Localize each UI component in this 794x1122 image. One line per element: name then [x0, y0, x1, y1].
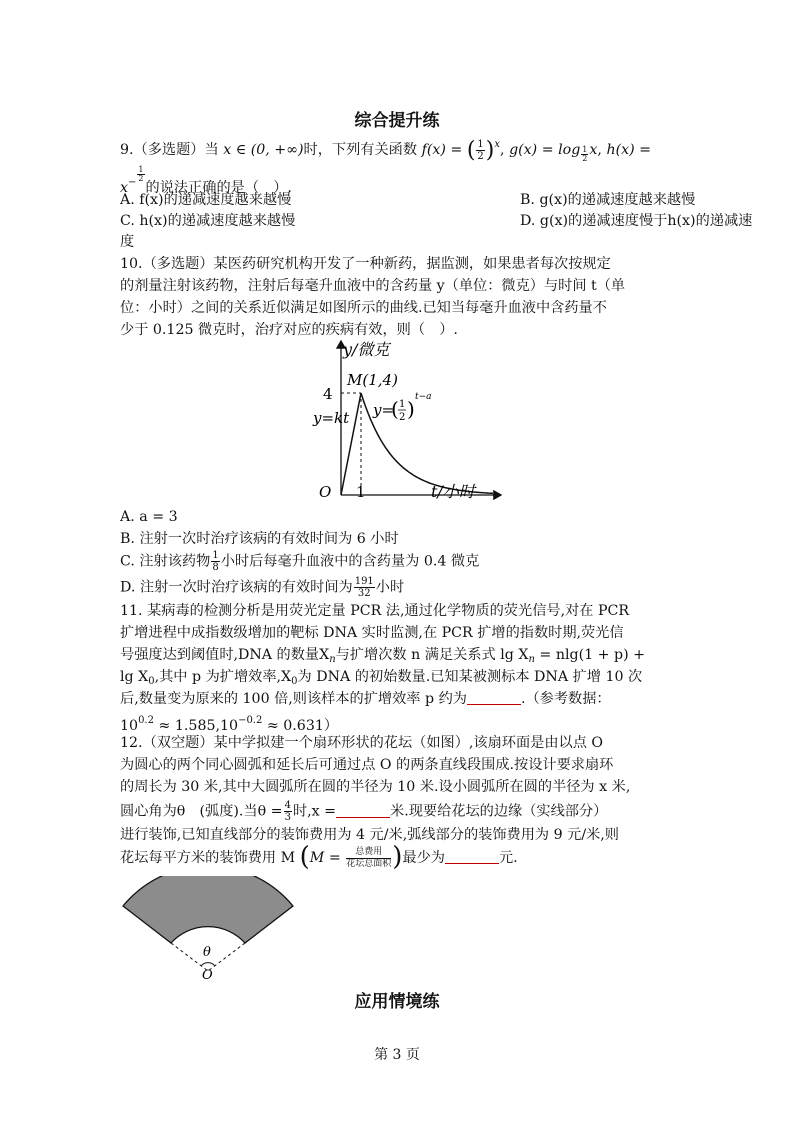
- right-radius-extension: [208, 943, 245, 971]
- q10-line-1: 10.（多选题）某医药研究机构开发了一种新药，据监测，如果患者每次按规定: [120, 256, 611, 272]
- curve-exponent: t−a: [415, 392, 432, 402]
- page-number: 第 3 页: [374, 1047, 420, 1063]
- q10-option-c[interactable]: C. 注射该药物 $\frac{1}{8}$ 小时后每毫升血液中的含药量为 0.4 微克: [120, 550, 480, 573]
- q9-option-b[interactable]: B. g(x)的递减速度越来越慢: [520, 192, 696, 208]
- q12-line-1: 12.（双空题）某中学拟建一个扇环形状的花坛（如图）,该扇环面是由以点 O: [120, 735, 604, 751]
- q10-option-b[interactable]: B. 注射一次时治疗该病的有效时间为 6 小时: [120, 531, 399, 547]
- origin-label: O: [319, 483, 332, 501]
- q10-line-4: 少于 0.125 微克时，治疗对应的疾病有效，则（ ）.: [120, 322, 458, 338]
- q12-sector-diagram: [118, 876, 298, 980]
- curve-frac-num: 1: [399, 399, 406, 410]
- curve-label: y=: [373, 401, 395, 419]
- tick-x-label: 1: [356, 483, 366, 501]
- linear-label: y=kt: [313, 409, 350, 427]
- q11-line-1: 11. 某病毒的检测分析是用荧光定量 PCR 法,通过化学物质的荧光信号,对在 PCR: [120, 603, 630, 619]
- q9-options-row-1: [120, 189, 696, 211]
- q9-line-2: $x^{- \frac{1}{2}}$ 的说法正确的是（ ）.: [120, 165, 292, 196]
- q12-line-2: 为圆心的两个同心圆弧和延长后可通过点 O 的两条直线段围成.按设计要求扇环: [120, 757, 614, 773]
- x-axis-label: t/小时: [431, 482, 475, 501]
- curve-frac-den: 2: [399, 412, 406, 423]
- q11-line-6: $10^{0.2} \approx 1.585,10^{-0.2} \approx 0.631$）: [120, 715, 339, 734]
- q12-line-6: 花坛每平方米的装饰费用 M (M = $\frac{\text{总费用}}{\text{花坛总面积}}$ )最少为 元.: [120, 842, 518, 872]
- y-axis-label: y/微克: [343, 340, 390, 359]
- q11-answer-blank[interactable]: [467, 690, 521, 705]
- point-label: M(1,4): [347, 371, 398, 389]
- center-o-label: O: [202, 968, 213, 980]
- q10-option-a[interactable]: A. a = 3: [120, 509, 178, 525]
- section-title-application: 应用情境练: [354, 992, 440, 1012]
- angle-arc: [201, 963, 215, 966]
- tick-y-label: 4: [323, 385, 333, 403]
- q10-line-2: 的剂量注射该药物，注射后每毫升血液中的含药量 y（单位：微克）与时间 t（单: [120, 278, 626, 294]
- q12-answer-blank-x[interactable]: [336, 803, 390, 818]
- q9-option-d[interactable]: D. g(x)的递减速度慢于h(x)的递减速: [520, 213, 753, 229]
- q12-line-4: 圆心角为θ (弧度).当θ = $\frac{4}{3}$ 时,x = 米.现要给花坛的边缘（实线部分）: [120, 800, 608, 823]
- q9-options-row-2: [120, 210, 753, 232]
- q10-option-d[interactable]: D. 注射一次时治疗该病的有效时间为 $\frac{191}{32}$ 小时: [120, 576, 405, 599]
- q12-line-5: 进行装饰,已知直线部分的装饰费用为 4 元/米,弧线部分的装饰费用为 9 元/米,则: [120, 827, 619, 843]
- curve-paren-left: (: [391, 397, 399, 421]
- q11-line-4: $\lg X_0$,其中 p 为扩增效率$,X_0$为 DNA 的初始数量.已知某被测标本 DNA 扩增 10 次: [120, 669, 643, 687]
- q10-line-3: 位：小时）之间的关系近似满足如图所示的曲线.已知当每毫升血液中含药量不: [120, 300, 607, 316]
- q11-line-2: 扩增进程中成指数级增加的靶标 DNA 实时监测,在 PCR 扩增的指数时期,荧光信: [120, 625, 624, 641]
- q9-option-a[interactable]: A. f(x)的递减速度越来越慢: [120, 192, 292, 208]
- curve-paren-right: ): [407, 397, 415, 421]
- q12-line-3: 的周长为 30 米,其中大圆弧所在圆的半径为 10 米.设小圆弧所在圆的半径为 x 米,: [120, 779, 631, 795]
- q11-line-5: 后,数量变为原来的 100 倍,则该样本的扩增效率 p 约为 .（参考数据：: [120, 691, 611, 707]
- q12-answer-blank-m[interactable]: [445, 849, 499, 864]
- q11-line-3: 号强度达到阈值时,DNA 的数量$X_n$与扩增次数 n 满足关系式 $\lg X_n = nlg(1 + p)$ +: [120, 647, 646, 665]
- q10-graph: [305, 335, 505, 505]
- q9-option-d-tail: 度: [120, 234, 135, 250]
- section-title-comprehensive: 综合提升练: [354, 111, 440, 131]
- q9-line-1: 9.（多选题）当 x ∈ (0, +∞)时，下列有关函数 f(x) = ( $\frac{1}{2}$ )$^x$, g(x) = log $_{\frac{1}{2}}$ x, h(x) =: [120, 138, 652, 163]
- annular-sector: [123, 876, 293, 943]
- q9-option-c[interactable]: C. h(x)的递减速度越来越慢: [120, 213, 296, 229]
- theta-label: θ: [203, 945, 211, 960]
